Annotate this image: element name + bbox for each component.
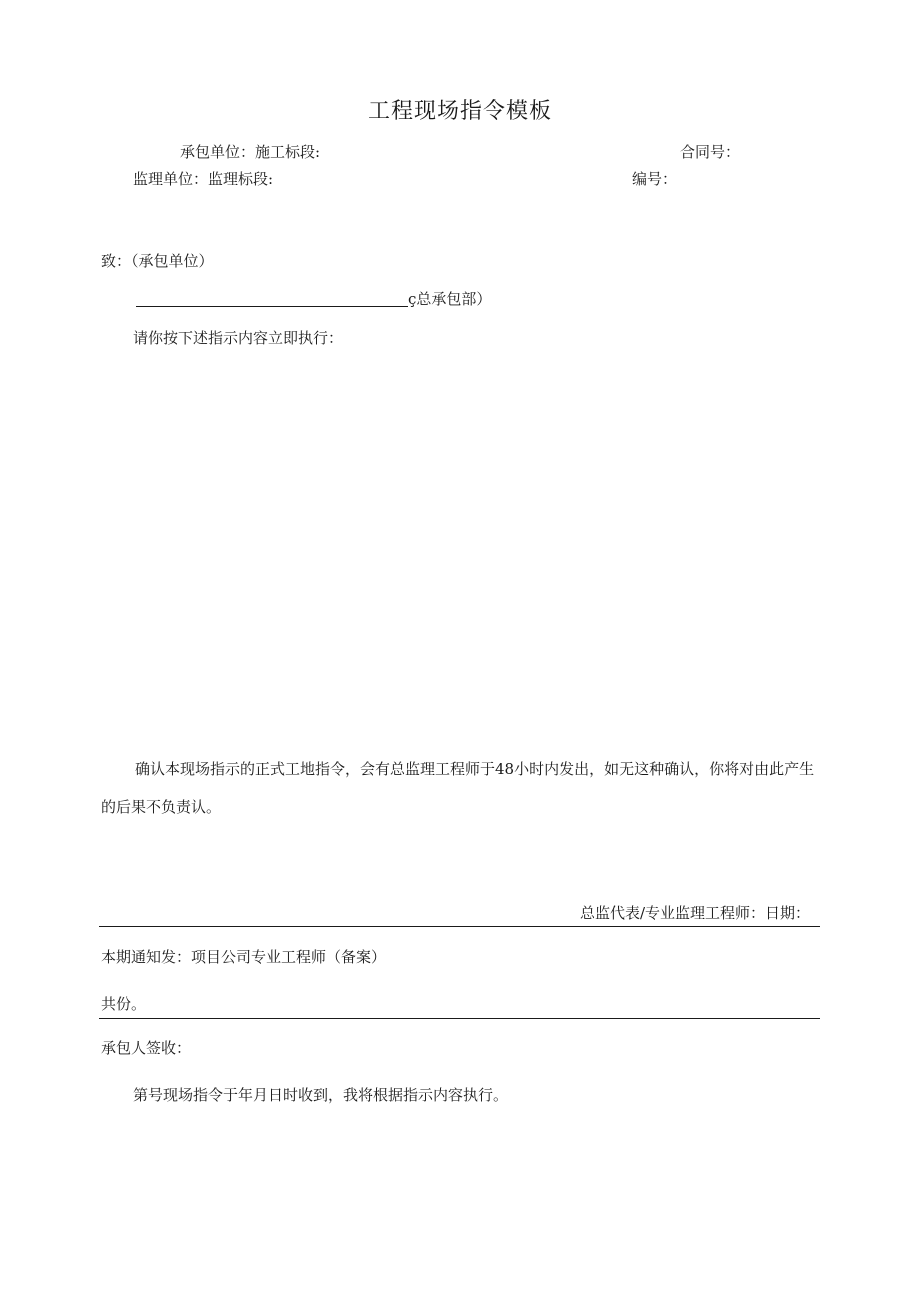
- general-contractor-line: [136, 292, 491, 307]
- document-title: 工程现场指令模板: [367, 99, 552, 124]
- instruction-prompt: 请你按下述指示内容立即执行：: [133, 329, 344, 347]
- copies-label: 共份。: [101, 995, 147, 1013]
- confirmation-paragraph: 确认本现场指示的正式工地指令，会有总监理工程师于48小时内发出，如无这种确认，你将对由此产生的后果不负责认。: [101, 760, 815, 816]
- supervision-unit-label: 监理单位：监理标段:: [133, 170, 274, 188]
- contractor-unit-label: 承包单位：施工标段:: [180, 143, 321, 161]
- contractor-name-blank: [136, 292, 408, 307]
- divider-line: [99, 1018, 820, 1019]
- notice-distribution: 本期通知发：项目公司专业工程师（备案）: [101, 948, 387, 966]
- receipt-statement: 第号现场指令于年月日时收到，我将根据指示内容执行。: [133, 1086, 509, 1104]
- serial-number-label: 编号：: [632, 170, 678, 188]
- general-contractor-suffix: ç总承包部）: [408, 290, 492, 308]
- contract-number-label: 合同号：: [680, 143, 741, 161]
- contractor-signature-label: 承包人签收：: [101, 1039, 192, 1057]
- divider-line: [99, 926, 820, 927]
- addressee-label: 致：（承包单位）: [101, 252, 214, 270]
- signature-line-label: 总监代表/专业监理工程师：日期：: [579, 904, 810, 922]
